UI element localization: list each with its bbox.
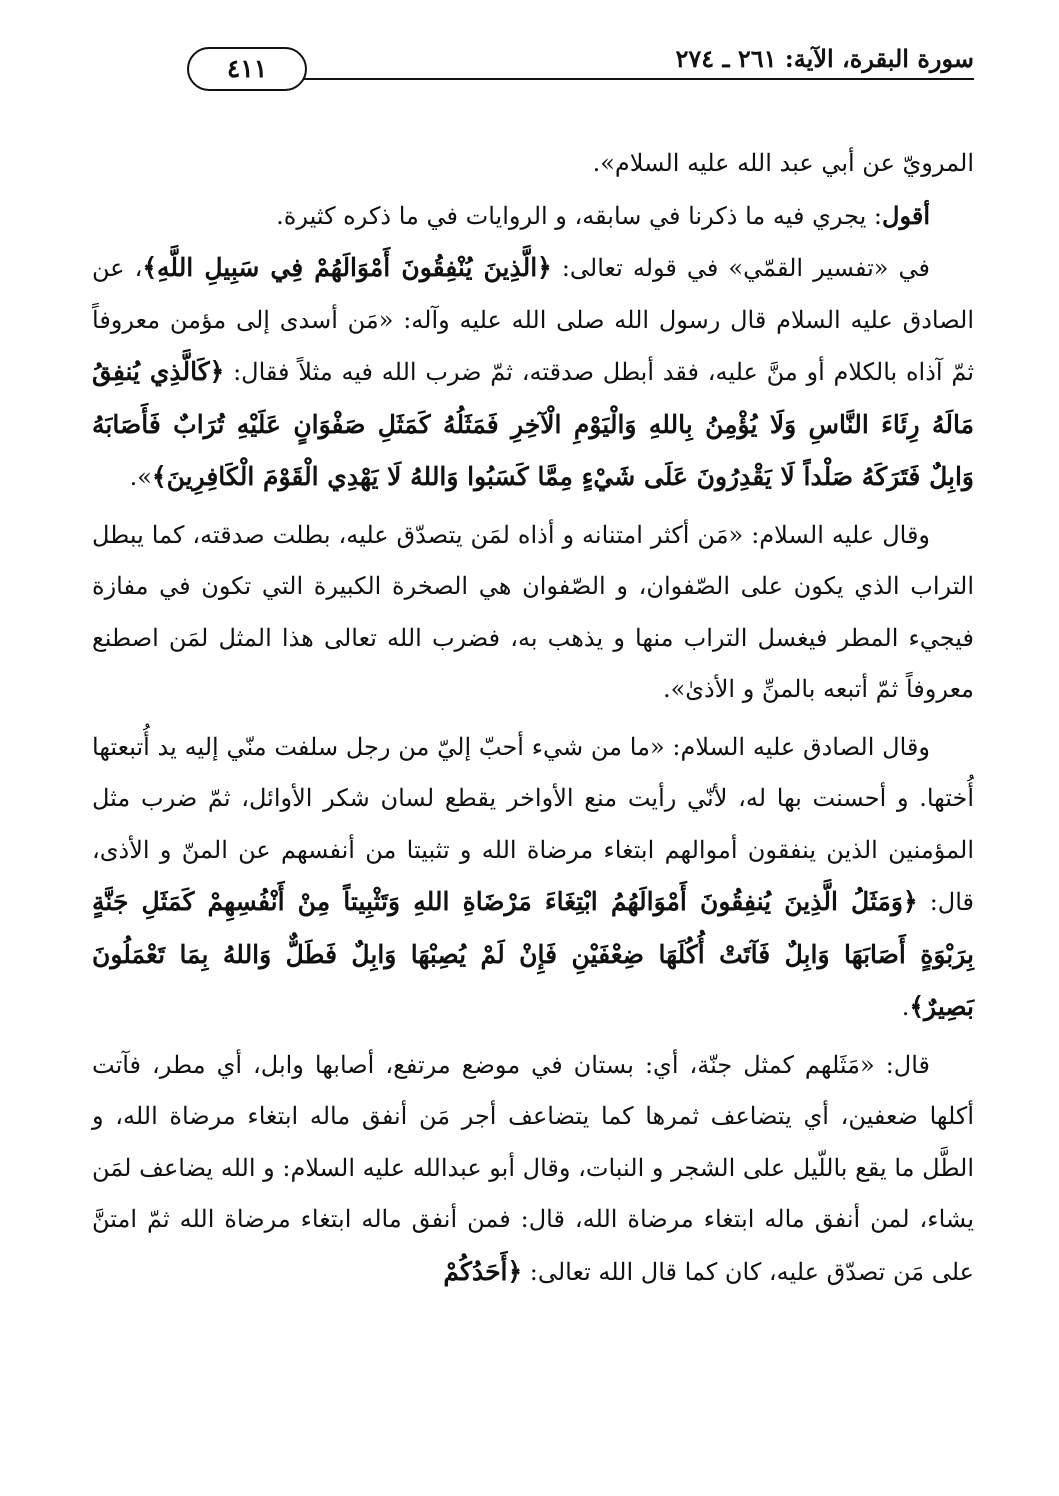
text-segment: ».: [129, 463, 152, 491]
paragraph-3: [92, 242, 974, 504]
lead-word: أقول: [882, 200, 930, 230]
text-segment: : يجري فيه ما ذكرنا في سابقه، و الروايات في ما ذكره كثيرة.: [276, 201, 883, 230]
paragraph-1: [92, 138, 974, 190]
page-number: ٤١١: [187, 47, 307, 91]
paragraph-5: [92, 722, 974, 1034]
header-rule: [242, 78, 974, 80]
quran-verse: ﴿وَمَثَلُ الَّذِينَ يُنفِقُونَ أَمْوَالَهُمُ ابْتِغَاءَ مَرْضَاةِ اللهِ وَتَثْبِيتاً مِنْ أَنْفُسِهِمْ كَمَثَلِ جَنَّةٍ بِرَبْوَةٍ أَصَابَهَا وَابِلٌ فَآتَتْ أُكُلَهَا ضِعْفَيْنِ فَإِنْ لَمْ يُصِبْهَا وَابِلٌ فَطَلٌّ وَاللهُ بِمَا تَعْمَلُونَ بَصِيرٌ﴾: [92, 887, 974, 1021]
text-segment: المرويّ عن أبي عبد الله عليه السلام».: [592, 149, 974, 177]
text-segment: وقال عليه السلام: «مَن أكثر امتنانه و أذاه لمَن يتصدّق عليه، بطلت صدقته، كما يبطل التراب الذي يكون على الصّفوان، و الصّفوان هي الصخرة الكبيرة التي تكون في مفازة فيجيء المطر فيغسل التراب منها و يذهب به، فضرب الله تعالى هذا المثل لمَن اصطنع معروفاً ثمّ أتبعه بالمنِّ و الأذىٰ».: [92, 520, 974, 703]
quran-verse: ﴿كَالَّذِي يُنفِقُ مَالَهُ رِئَاءَ النَّاسِ وَلَا يُؤْمِنُ بِاللهِ وَالْيَوْمِ الْآخِرِ فَمَثَلُهُ كَمَثَلِ صَفْوَانٍ عَلَيْهِ تُرَابٌ فَأَصَابَهُ وَابِلٌ فَتَرَكَهُ صَلْداً لَا يَقْدِرُونَ عَلَى شَيْءٍ مِمَّا كَسَبُوا وَاللهُ لَا يَهْدِي الْقَوْمَ الْكَافِرِينَ﴾: [92, 357, 974, 491]
running-title: سورة البقرة، الآية: ٢٦١ ـ ٢٧٤: [675, 44, 974, 73]
text-segment: وقال الصادق عليه السلام: «ما من شيء أحبّ إليّ من رجل سلفت منّي إليه يد أُتبعتها أُختها. و أحسنت بها له، لأنّي رأيت منع الأواخر يقطع لسان شكر الأوائل، ثمّ ضرب مثل المؤمنين الذين ينفقون أموالهم ابتغاء مرضاة الله و تثبيتا من أنفسهم عن المنّ و الأذى، قال:: [92, 732, 975, 916]
page-header: [92, 40, 974, 92]
text-segment: قال: «مَثَلهم كمثل جنّة، أي: بستان في موضع مرتفع، أصابها وابل، أي مطر، فآتت أكلها ضعفين، أي يتضاعف ثمرها كما يتضاعف أجر مَن أنفق ماله ابتغاء مرضاة الله، و الطَّل ما يقع باللّيل على الشجر و النبات، وقال أبو عبدالله عليه السلام: و الله يضاعف لمَن يشاء، لمن أنفق ماله ابتغاء مرضاة الله، قال: فمن أنفق ماله ابتغاء مرضاة الله ثمّ امتنَّ على مَن تصدّق عليه، كان كما قال الله تعالى:: [92, 1050, 974, 1286]
quran-verse: ﴿أَحَدُكُمْ: [443, 1256, 523, 1286]
text-segment: ، عن الصادق عليه السلام قال رسول الله صلى الله عليه وآله: «مَن أسدى إلى مؤمن معروفاً ثمّ آذاه بالكلام أو منَّ عليه، فقد أبطل صدقته، ثمّ ضرب الله فيه مثلاً فقال:: [92, 254, 974, 386]
paragraph-2: [92, 190, 974, 243]
text-segment: في «تفسير القمّي» في قوله تعالى:: [551, 254, 930, 282]
main-text: [92, 138, 974, 1298]
paragraph-4: [92, 510, 974, 716]
paragraph-6: [92, 1040, 974, 1299]
quran-verse: ﴿الَّذِينَ يُنْفِقُونَ أَمْوَالَهُمْ فِي سَبِيلِ اللَّهِ﴾: [142, 253, 552, 282]
text-segment: .: [901, 993, 910, 1021]
